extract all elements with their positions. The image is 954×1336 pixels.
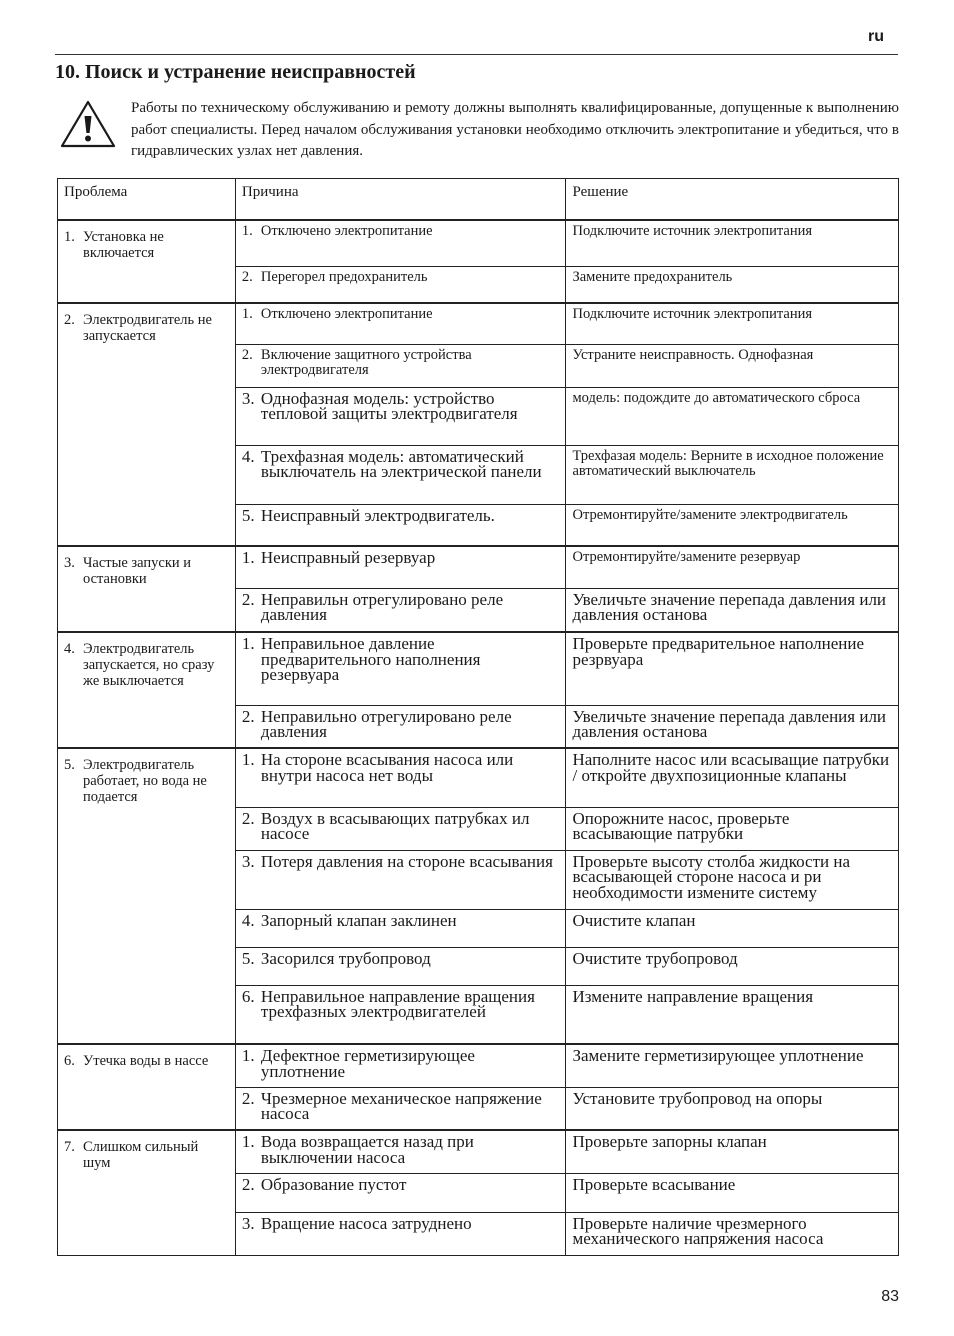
problem-cell — [58, 303, 236, 546]
cause-cell — [235, 985, 566, 1044]
cause-cell — [235, 850, 566, 909]
problem-number: 1. — [64, 229, 75, 245]
cause-number: 2. — [241, 1174, 255, 1194]
problem-number: 3. — [64, 555, 75, 571]
section-title: 10. Поиск и устранение неисправностей — [55, 61, 416, 83]
cause-text: Отключено электропитание — [260, 306, 433, 322]
solution-cell: Опорожните насос, проверьте всасывающие патрубки — [566, 807, 899, 850]
table-row — [58, 220, 899, 266]
cause-cell — [235, 807, 566, 850]
header-problem: Проблема — [58, 179, 236, 221]
cause-number: 3. — [241, 1213, 255, 1233]
cause-text: Вращение насоса затруднено — [260, 1213, 472, 1233]
solution-cell: модель: подождите до автоматического сброса — [566, 387, 899, 445]
cause-text: Дефектное герметизирующее уплотнение — [260, 1046, 475, 1081]
cause-cell — [235, 588, 566, 632]
problem-cell — [58, 632, 236, 748]
header-solution: Решение — [566, 179, 899, 221]
cause-text: Перегорел предохранитель — [260, 268, 428, 285]
cause-number: 1. — [241, 548, 255, 567]
cause-number: 2. — [241, 706, 255, 726]
table-row — [58, 748, 899, 807]
problem-number: 5. — [64, 757, 75, 773]
cause-text: Воздух в всасывающих патрубках ил насосе — [260, 808, 530, 843]
cause-cell — [235, 445, 566, 504]
problem-number: 2. — [64, 312, 75, 328]
cause-cell — [235, 303, 566, 344]
table-row — [58, 632, 899, 705]
cause-number: 1. — [241, 306, 253, 322]
solution-cell: Очистите клапан — [566, 909, 899, 947]
cause-cell — [235, 632, 566, 705]
cause-number: 2. — [241, 268, 253, 285]
solution-cell: Увеличьте значение перепада давления или давления останова — [566, 588, 899, 632]
problem-cell — [58, 748, 236, 1044]
problem-number: 4. — [64, 641, 75, 657]
cause-number: 2. — [241, 346, 253, 363]
cause-text: Неправильное давление предварительного наполнения резервуара — [260, 634, 481, 684]
cause-cell — [235, 909, 566, 947]
cause-number: 1. — [241, 223, 253, 239]
solution-cell: Трехфазая модель: Верните в исходное положение автоматический выключатель — [566, 445, 899, 504]
cause-number: 1. — [241, 634, 255, 653]
solution-cell: Установите трубопровод на опоры — [566, 1087, 899, 1130]
table-row — [58, 303, 899, 344]
cause-cell — [235, 1130, 566, 1173]
cause-number: 5. — [241, 505, 255, 525]
cause-number: 4. — [241, 910, 255, 930]
cause-cell — [235, 504, 566, 546]
header-rule — [55, 54, 898, 55]
solution-cell: Замените предохранитель — [566, 266, 899, 303]
solution-cell: Замените герметизирующее уплотнение — [566, 1044, 899, 1087]
cause-number: 2. — [241, 808, 255, 828]
problem-cell — [58, 546, 236, 632]
cause-number: 6. — [241, 986, 255, 1006]
cause-text: Неисправный электродвигатель. — [260, 505, 495, 525]
problem-text: Электродвигатель работает, но вода не подается — [83, 757, 207, 805]
problem-text: Частые запуски и остановки — [83, 555, 192, 587]
problem-cell — [58, 1130, 236, 1255]
header-cause: Причина — [235, 179, 566, 221]
solution-cell: Подключите источник электропитания — [566, 303, 899, 344]
cause-cell — [235, 1212, 566, 1255]
problem-cell — [58, 1044, 236, 1130]
cause-text: Потеря давления на стороне всасывания — [260, 851, 553, 871]
table-row — [58, 1130, 899, 1173]
problem-text: Слишком сильный шум — [83, 1139, 199, 1171]
cause-text: Засорился трубопровод — [260, 948, 431, 968]
cause-number: 2. — [241, 1088, 255, 1108]
problem-number: 7. — [64, 1139, 75, 1155]
problem-text: Электродвигатель не запускается — [83, 312, 212, 344]
cause-text: Образование пустот — [260, 1174, 407, 1194]
cause-cell — [235, 1087, 566, 1130]
problem-cell — [58, 220, 236, 303]
problem-text: Утечка воды в нассе — [83, 1053, 209, 1069]
table-header-row — [58, 179, 899, 221]
language-code: ru — [868, 28, 884, 45]
cause-number: 2. — [241, 589, 255, 609]
cause-cell — [235, 344, 566, 387]
cause-text: Запорный клапан заклинен — [260, 910, 457, 930]
cause-cell — [235, 947, 566, 985]
cause-text: Вода возвращается назад при выключении насоса — [260, 1132, 474, 1167]
cause-cell — [235, 266, 566, 303]
solution-cell: Проверьте предварительное наполнение резрвуара — [566, 632, 899, 705]
table-body — [58, 220, 899, 1255]
cause-text: Неисправный резервуар — [260, 548, 436, 567]
cause-cell — [235, 1173, 566, 1212]
problem-number: 6. — [64, 1053, 75, 1069]
warning-triangle-exclamation-icon — [59, 99, 117, 149]
troubleshooting-table — [57, 178, 899, 1256]
table-row — [58, 1044, 899, 1087]
cause-number: 3. — [241, 851, 255, 871]
cause-cell — [235, 220, 566, 266]
cause-text: Неправильно отрегулировано реле давления — [260, 706, 512, 741]
cause-text: На стороне всасывания насоса или внутри насоса нет воды — [260, 750, 514, 785]
cause-number: 1. — [241, 1132, 255, 1151]
cause-text: Однофазная модель: устройство тепловой защиты электродвигателя — [260, 388, 518, 423]
intro-warning-text: Работы по техническому обслуживанию и ремоту должны выполнять квалифицированные, допущенные к выполнению работ специалисты. Перед началом обслуживания установки необходимо отключить электропитание и убедиться, что в гидравлических узлах нет давления. — [131, 100, 899, 159]
cause-cell — [235, 705, 566, 748]
cause-text: Отключено электропитание — [260, 223, 433, 239]
solution-cell: Очистите трубопровод — [566, 947, 899, 985]
page-number: 83 — [881, 1288, 899, 1305]
solution-cell: Наполните насос или всасыващие патрубки / откройте двухпозиционные клапаны — [566, 748, 899, 807]
solution-cell: Отремонтируйте/замените резервуар — [566, 546, 899, 588]
table-row — [58, 546, 899, 588]
cause-cell — [235, 1044, 566, 1087]
cause-number: 3. — [241, 388, 255, 408]
solution-cell: Увеличьте значение перепада давления или давления останова — [566, 705, 899, 748]
solution-cell: Проверьте наличие чрезмерного механического напряжения насоса — [566, 1212, 899, 1255]
cause-cell — [235, 748, 566, 807]
cause-cell — [235, 546, 566, 588]
cause-number: 5. — [241, 948, 255, 968]
cause-text: Трехфазная модель: автоматический выключатель на электрической панели — [260, 446, 542, 481]
cause-number: 1. — [241, 750, 255, 769]
cause-text: Включение защитного устройства электродвигателя — [260, 346, 472, 378]
solution-cell: Проверьте всасывание — [566, 1173, 899, 1212]
cause-number: 4. — [241, 446, 255, 466]
solution-cell: Измените направление вращения — [566, 985, 899, 1044]
cause-text: Чрезмерное механическое напряжение насоса — [260, 1088, 542, 1123]
cause-cell — [235, 387, 566, 445]
solution-cell: Отремонтируйте/замените электродвигатель — [566, 504, 899, 546]
solution-cell: Устраните неисправность. Однофазная — [566, 344, 899, 387]
cause-text: Неправильн отрегулировано реле давления — [260, 589, 504, 624]
problem-text: Электродвигатель запускается, но сразу же выключается — [83, 641, 215, 689]
cause-number: 1. — [241, 1046, 255, 1065]
solution-cell: Подключите источник электропитания — [566, 220, 899, 266]
problem-text: Установка не включается — [83, 229, 164, 261]
solution-cell: Проверьте запорны клапан — [566, 1130, 899, 1173]
cause-text: Неправильное направление вращения трехфазных электродвигателей — [260, 986, 535, 1021]
solution-cell: Проверьте высоту столба жидкости на всасывающей стороне насоса и ри необходимости измените систему — [566, 850, 899, 909]
